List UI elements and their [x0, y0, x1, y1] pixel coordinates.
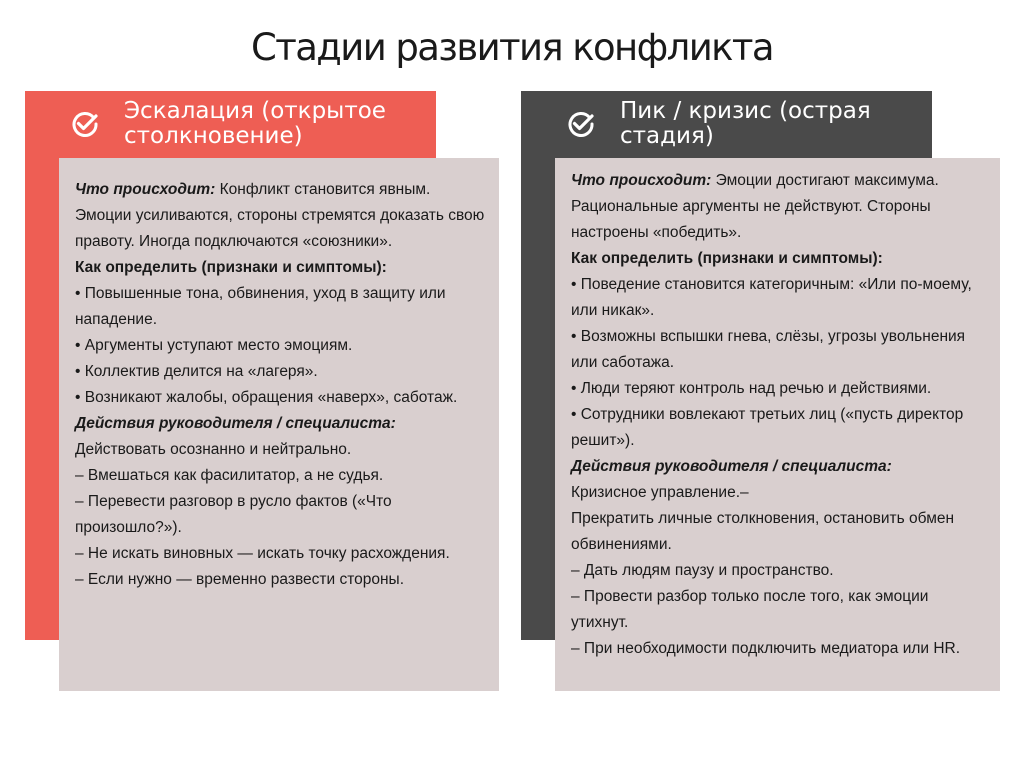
action-item: Действовать осознанно и нейтрально. [75, 441, 352, 458]
sign-item: • Поведение становится категоричным: «Или по-моему, или никак». [571, 276, 972, 319]
action-item: Прекратить личные столкновения, остановить обмен обвинениями. [571, 510, 955, 553]
what-text: Эмоции достигают максимума. Рациональные аргументы не действуют. Стороны настроены «победить». [571, 172, 939, 241]
actions-label: Действия руководителя / специалиста: [75, 415, 396, 432]
what-label: Что происходит: [75, 181, 216, 198]
action-item: – Провести разбор только после того, как эмоции утихнут. [571, 588, 929, 631]
check-circle-icon [69, 108, 101, 140]
check-circle-icon [565, 108, 597, 140]
signs-label: Как определить (признаки и симптомы): [75, 259, 387, 276]
action-item: – Дать людям паузу и пространство. [571, 562, 834, 579]
content-box-crisis [555, 158, 1000, 691]
sign-item: • Возникают жалобы, обращения «наверх», саботаж. [75, 389, 458, 406]
what-paragraph [75, 177, 489, 255]
actions-label: Действия руководителя / специалиста: [571, 458, 892, 475]
content-box-escalation [59, 158, 499, 691]
action-item: – При необходимости подключить медиатора или HR. [571, 640, 961, 657]
header-title-escalation: Эскалация (открытое столкновение) [124, 98, 386, 149]
sign-item: • Аргументы уступают место эмоциям. [75, 337, 353, 354]
what-paragraph [571, 168, 990, 246]
sign-item: • Сотрудники вовлекают третьих лиц («пусть директор решит»). [571, 406, 964, 449]
signs-label: Как определить (признаки и симптомы): [571, 250, 883, 267]
action-item: – Если нужно — временно развести стороны. [75, 571, 405, 588]
sign-item: • Люди теряют контроль над речью и действиями. [571, 380, 932, 397]
what-label: Что происходит: [571, 172, 712, 189]
sign-item: • Возможны вспышки гнева, слёзы, угрозы увольнения или саботажа. [571, 328, 966, 371]
sign-item: • Повышенные тона, обвинения, уход в защиту или нападение. [75, 285, 446, 328]
page-title: Стадии развития конфликта [251, 26, 773, 69]
action-item: – Вмешаться как фасилитатор, а не судья. [75, 467, 384, 484]
action-item: – Перевести разговор в русло фактов («Что произошло?»). [75, 493, 392, 536]
action-item: – Не искать виновных — искать точку расхождения. [75, 545, 450, 562]
action-item: Кризисное управление.– [571, 484, 749, 501]
what-text: Конфликт становится явным. Эмоции усиливаются, стороны стремятся доказать свою правоту. Иногда подключаются «союзники». [75, 181, 485, 250]
sign-item: • Коллектив делится на «лагеря». [75, 363, 318, 380]
header-title-crisis: Пик / кризис (острая стадия) [620, 98, 871, 149]
